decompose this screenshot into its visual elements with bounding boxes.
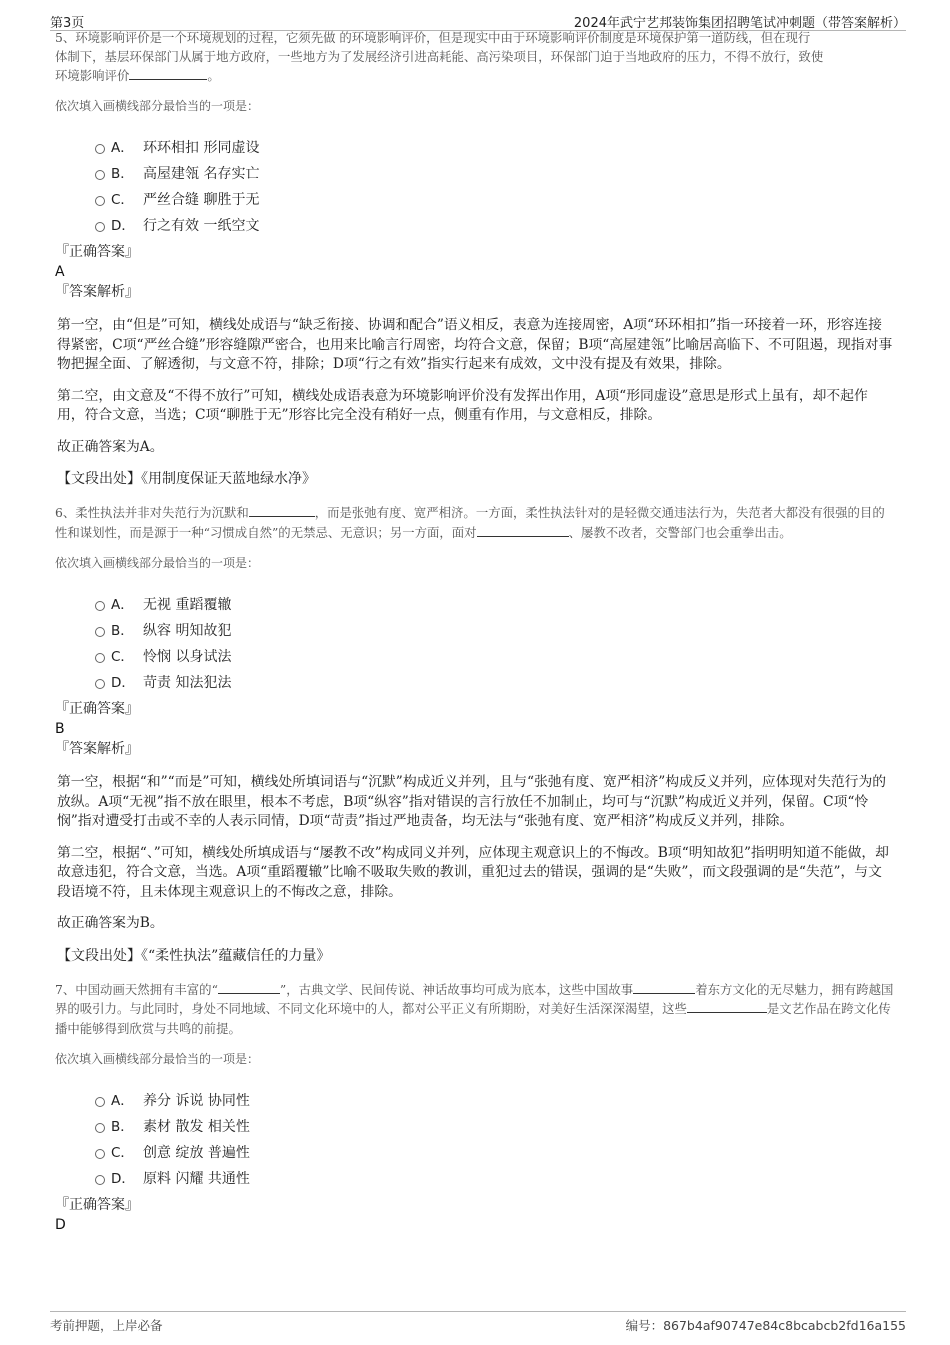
option-c[interactable]: C． 严丝合缝 聊胜于无 xyxy=(95,187,895,213)
fill-blank xyxy=(477,524,569,537)
footer-slogan: 考前押题，上岸必备 xyxy=(50,1318,163,1333)
analysis-conclusion: 故正确答案为A。 xyxy=(57,438,164,455)
source-citation: 【文段出处】《用制度保证天蓝地绿水净》 xyxy=(57,471,316,487)
radio-icon[interactable] xyxy=(95,170,105,180)
option-c[interactable]: C． 怜悯 以身试法 xyxy=(95,644,895,670)
analysis-label: 『答案解析』 xyxy=(55,741,139,757)
question-7-text: 7、中国动画天然拥有丰富的“ ”，古典文学、民间传说、神话故事均可成为底本，这些中国故事 着东方文化的无尽魅力，拥有跨越国界的吸引力。与此同时，身处不同地域、不同文化环境中的人，都对公平正义有所期盼，对美好生活深深渴望，这些 是文艺作品在跨文化传播中能够得到欣赏与共鸣的前提。 xyxy=(55,981,894,1036)
question-6-instruction: 依次填入画横线部分最恰当的一项是： xyxy=(55,556,260,570)
option-d[interactable]: D． 苛责 知法犯法 xyxy=(95,670,895,696)
option-a[interactable]: A． 环环相扣 形同虚设 xyxy=(95,135,895,161)
radio-icon[interactable] xyxy=(95,1123,105,1133)
answer-label: 『正确答案』 xyxy=(55,701,139,717)
document-id: 编号：867b4af90747e84c8bcabcb2fd16a155 xyxy=(625,1318,906,1333)
question-5-cut-line: 5、环境影响评价是一个环境规划的过程，它须先做 的环境影响评价，但是现实中由于环境影响评价制度是环境保护第一道防线，但在现行 xyxy=(55,30,811,45)
radio-icon[interactable] xyxy=(95,679,105,689)
option-a[interactable]: A． 养分 诉说 协同性 xyxy=(95,1088,895,1114)
analysis-paragraph: 第一空，根据“和”“而是”可知，横线处所填词语与“沉默”构成近义并列，且与“张弛有度、宽严相济”构成反义并列，应体现对失范行为的放纵。A项“无视”指不放在眼里，根本不考虑，B项“纵容”指对错误的言行放任不加制止，均可与“沉默”构成近义并列，保留。C项“怜悯”指对遭受打击或不幸的人表示同情，D项“苛责”指过严地责备，均无法与“张弛有度、宽严相济”构成反义并列，排除。 xyxy=(57,774,887,829)
answer-value: A xyxy=(55,264,65,280)
question-5-instruction: 依次填入画横线部分最恰当的一项是： xyxy=(55,99,260,113)
analysis-paragraph: 第二空，由文意及“不得不放行”可知，横线处成语表意为环境影响评价没有发挥出作用，A项“形同虚设”意思是形式上虽有，却不起作用，符合文意，当选；C项“聊胜于无”形容比完全没有稍好一点，侧重有作用，与文意相反，排除。 xyxy=(57,387,868,423)
analysis-paragraph: 第二空，根据“、”可知，横线处所填成语与“屡教不改”构成同义并列，应体现主观意识上的不悔改。B项“明知故犯”指明明知道不能做，却故意违犯，符合文意，当选。A项“重蹈覆辙”比喻不吸取失败的教训，重犯过去的错误，强调的是“失败”，而文段强调的是“失范”，与文段语境不符，且未体现主观意识上的不悔改之意，排除。 xyxy=(57,844,889,900)
analysis-label: 『答案解析』 xyxy=(55,284,139,300)
fill-blank xyxy=(633,981,695,994)
fill-blank xyxy=(687,1000,767,1013)
answer-label: 『正确答案』 xyxy=(55,1197,139,1213)
radio-icon[interactable] xyxy=(95,196,105,206)
option-a[interactable]: A． 无视 重蹈覆辙 xyxy=(95,592,895,618)
radio-icon[interactable] xyxy=(95,653,105,663)
radio-icon[interactable] xyxy=(95,601,105,611)
question-6-options xyxy=(95,592,895,696)
fill-blank xyxy=(129,67,207,80)
question-7-instruction: 依次填入画横线部分最恰当的一项是： xyxy=(55,1052,260,1066)
radio-icon[interactable] xyxy=(95,144,105,154)
radio-icon[interactable] xyxy=(95,1097,105,1107)
option-b[interactable]: B． 素材 散发 相关性 xyxy=(95,1114,895,1140)
analysis-conclusion: 故正确答案为B。 xyxy=(57,915,164,931)
page-footer xyxy=(50,1311,906,1342)
answer-label: 『正确答案』 xyxy=(55,244,139,260)
page-content xyxy=(55,30,895,1235)
question-6-text: 6、柔性执法并非对失范行为沉默和 ，而是张弛有度、宽严相济。一方面，柔性执法针对的是轻微交通违法行为，失范者大都没有很强的目的性和谋划性，而是源于一种“习惯成自然”的无禁忌、无意识；另一方面，面对 、屡教不改者，交警部门也会重拳出击。 xyxy=(55,505,885,540)
question-7-options xyxy=(95,1088,895,1192)
analysis-paragraph: 第一空，由“但是”可知，横线处成语与“缺乏衔接、协调和配合”语义相反，表意为连接周密，A项“环环相扣”指一环接着一环，形容连接得紧密，C项“严丝合缝”形容缝隙严密合，也用来比喻言行周密，均符合文意，保留；B项“高屋建瓴”比喻居高临下、不可阻遏，现指对事物把握全面、了解透彻，与文意不符，排除；D项“行之有效”指实行起来有成效，文中没有提及有效果，排除。 xyxy=(57,317,893,372)
question-5-text: 5、环境影响评价是一个环境规划的过程，它须先做 的环境影响评价，但是现实中由于环境影响评价制度是环境保护第一道防线，但在现行 体制下，基层环保部门从属于地方政府，一些地方为了发展经济引进高耗能、高污染项目，环保部门迫于当地政府的压力，不得不放行，致使 环境影响评价 。 xyxy=(55,28,895,85)
option-d[interactable]: D． 原料 闪耀 共通性 xyxy=(95,1166,895,1192)
option-c[interactable]: C． 创意 绽放 普遍性 xyxy=(95,1140,895,1166)
radio-icon[interactable] xyxy=(95,1149,105,1159)
fill-blank xyxy=(218,981,280,994)
option-b[interactable]: B． 高屋建瓴 名存实亡 xyxy=(95,161,895,187)
question-5-options xyxy=(95,135,895,239)
option-b[interactable]: B． 纵容 明知故犯 xyxy=(95,618,895,644)
answer-value: D xyxy=(55,1217,66,1233)
radio-icon[interactable] xyxy=(95,222,105,232)
option-d[interactable]: D． 行之有效 一纸空文 xyxy=(95,213,895,239)
document-title: 2024年武宁艺邦装饰集团招聘笔试冲刺题（带答案解析） xyxy=(573,16,906,31)
source-citation: 【文段出处】《“柔性执法”蕴藏信任的力量》 xyxy=(57,947,331,964)
radio-icon[interactable] xyxy=(95,1175,105,1185)
radio-icon[interactable] xyxy=(95,627,105,637)
page-number: 第3页 xyxy=(50,16,85,31)
fill-blank xyxy=(249,504,315,517)
answer-value: B xyxy=(55,721,65,737)
